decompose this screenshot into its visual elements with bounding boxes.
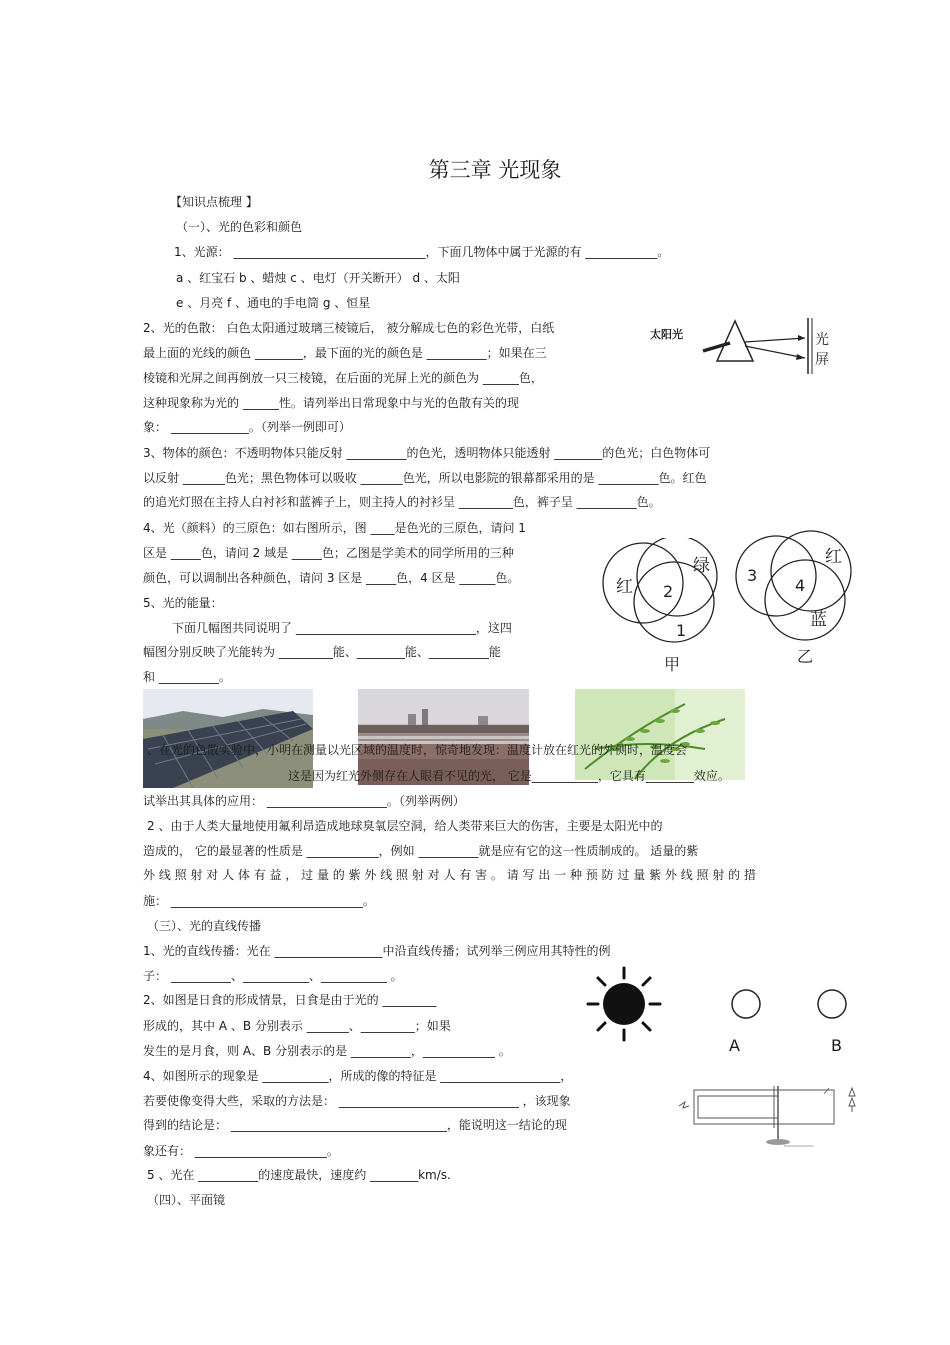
section-header: 【知识点梳理 】	[170, 195, 258, 209]
sunlight-label: 太阳光	[650, 328, 683, 341]
venn-diagram-jia	[600, 538, 725, 676]
circle-a-icon	[730, 988, 762, 1020]
question-line: 1、光源： ________________________________，下面几物体中属于光源的有 ____________。	[174, 245, 670, 259]
option-line: e 、月亮 f 、通电的手电筒 g 、恒星	[176, 296, 371, 310]
question-line: 象： _____________。（列举一例即可）	[143, 420, 351, 434]
circle-b-icon	[816, 988, 848, 1020]
eclipse-label-a: A	[729, 1036, 740, 1055]
question-line: 下面几幅图共同说明了 ______________________________，这四	[172, 621, 512, 635]
question-line: 2、光的色散： 白色太阳通过玻璃三棱镜后， 被分解成七色的彩色光带，白纸	[143, 321, 555, 335]
venn-jia-red: 红	[616, 577, 633, 597]
venn-yi-region-4: 4	[795, 576, 806, 595]
screen-label-1: 光	[815, 332, 829, 348]
question-line: 这种现象称为光的 ______性。请列举出日常现象中与光的色散有关的现	[143, 396, 519, 410]
question-line: 子： __________、___________、___________ 。	[143, 969, 403, 983]
question-line: 最上面的光线的颜色 ________，最下面的光的颜色是 __________；如果在三	[143, 346, 547, 360]
pinhole-camera-diagram	[674, 1076, 864, 1156]
venn-yi-blue: 蓝	[810, 610, 827, 630]
question-line: 1、光的直线传播：光在 __________________中沿直线传播；试列举三例应用其特性的例	[143, 944, 611, 958]
question-line: 5 、光在 __________的速度最快，速度约 ________km/s.	[147, 1168, 451, 1182]
question-line: 得到的结论是： ____________________________________，能说明这一结论的现	[143, 1118, 567, 1132]
question-line: 的追光灯照在主持人白衬衫和蓝裤子上，则主持人的衬衫呈 _________色，裤子呈 __________色。	[143, 495, 661, 509]
question-line: 以反射 _______色光；黑色物体可以吸收 _______色光，所以电影院的银幕都采用的是 __________色。红色	[143, 471, 707, 485]
question-line: 象还有： ______________________。	[143, 1144, 339, 1158]
question-line: 2 、由于人类大量地使用氟利昂造成地球臭氧层空洞，给人类带来巨大的伤害，主要是太阳光中的	[147, 819, 663, 833]
question-line: 5、光的能量：	[143, 596, 223, 610]
question-line: 形成的，其中 A 、B 分别表示 _______、_________；如果	[143, 1019, 451, 1033]
option-line: a 、红宝石 b 、蜡烛 c 、电灯（开关断开） d 、太阳	[176, 271, 460, 285]
question-line: 外 线 照 射 对 人 体 有 益 ， 过 量 的 紫 外 线 照 射 对 人 有 害 。 请 写 出 一 种 预 防 过 量 紫 外 线 照 射 的 措	[143, 868, 756, 882]
question-line: 若要使像变得大些，采取的方法是： ______________________________ ，该现象	[143, 1094, 571, 1108]
question-line: 造成的， 它的最显著的性质是 ____________，例如 __________就是应有它的这一性质制成的。 适量的紫	[143, 844, 699, 858]
venn-jia-region-1: 1	[676, 621, 687, 640]
question-line: 颜色，可以调制出各种颜色，请问 3 区是 _____色，4 区是 ______色。	[143, 571, 520, 585]
question-line: 棱镜和光屏之间再倒放一只三棱镜，在后面的光屏上光的颜色为 ______色，	[143, 371, 543, 385]
question-line: 幅图分别反映了光能转为 _________能、________能、__________能	[143, 645, 501, 659]
page-title: 第三章 光现象	[428, 158, 562, 182]
venn-yi-region-3: 3	[747, 566, 758, 585]
subsection-header: （三）、光的直线传播	[147, 919, 262, 933]
question-line: 试举出其具体的应用： ____________________。（列举两例）	[143, 794, 465, 808]
eclipse-label-b: B	[831, 1036, 842, 1055]
venn-jia-region-2: 2	[663, 582, 674, 601]
green-leaves-photo	[575, 689, 745, 780]
question-line: 4、光（颜料）的三原色：如右图所示，图 ____是色光的三原色，请问 1	[143, 521, 526, 535]
question-line: 发生的是月食，则 A、B 分别表示的是 __________，____________ 。	[143, 1044, 511, 1058]
question-line: 区是 _____色，请问 2 域是 _____色；乙图是学美术的同学所用的三种	[143, 546, 514, 560]
venn-jia-caption: 甲	[664, 655, 681, 674]
sun-icon	[586, 966, 662, 1042]
question-line: 施： ________________________________。	[143, 894, 375, 908]
venn-diagram-yi	[733, 528, 855, 668]
question-line: 3、物体的颜色：不透明物体只能反射 __________的色光，透明物体只能透射 ________的色光；白色物体可	[143, 446, 711, 460]
prism-diagram	[645, 316, 835, 376]
venn-yi-caption: 乙	[797, 647, 814, 666]
question-line: 、在光的色散实验中，小明在测量以光区域的温度时，惊奇地发现：温度计放在红光的外侧时，温度会	[147, 743, 688, 757]
question-line: 2、如图是日食的形成情景，日食是由于光的 _________	[143, 993, 437, 1007]
question-line: 和 __________。	[143, 670, 231, 684]
question-line: 这是因为红光外侧存在人眼看不见的光， 它是___________，它具有________效应。	[288, 769, 730, 783]
subsection-header: （一）、光的色彩和颜色	[176, 220, 303, 234]
screen-label-2: 屏	[815, 352, 829, 368]
question-line: 4、如图所示的现象是 ___________，所成的像的特征是 ____________________，	[143, 1069, 573, 1083]
subsection-header: （四）、平面镜	[147, 1193, 226, 1207]
venn-yi-red: 红	[825, 547, 842, 567]
venn-jia-green: 绿	[693, 556, 710, 576]
